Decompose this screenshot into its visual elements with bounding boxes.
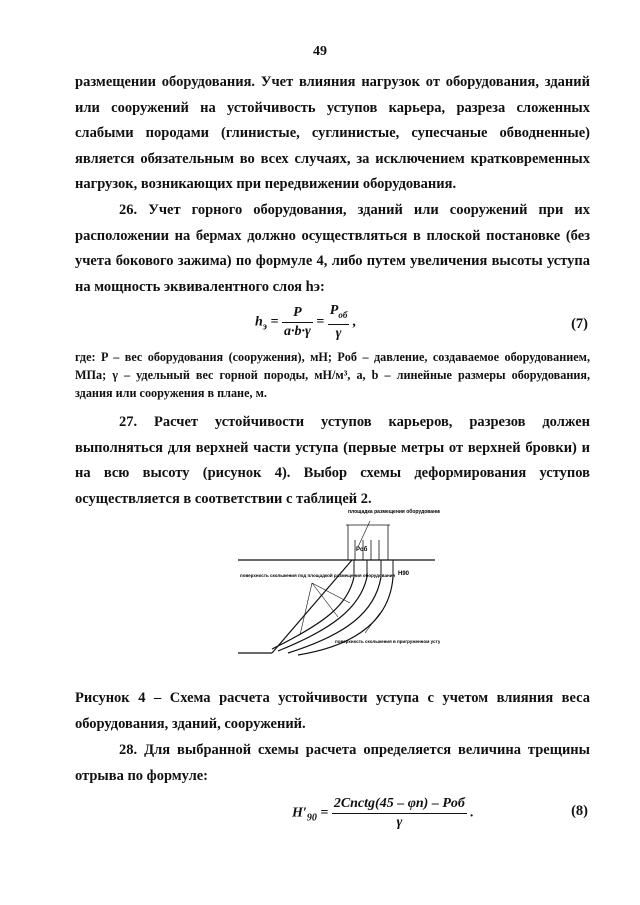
- formula-8-lhs: H′: [292, 805, 307, 821]
- figure-label-h90: H90: [398, 571, 410, 577]
- paragraph-28: 28. Для выбранной схемы расчета определяется величина трещины отрыва по формуле:: [75, 742, 590, 784]
- figure-label-bottom-surface: поверхность скольжения в пригруженном уступе: [335, 639, 440, 644]
- formula-7-fraction-2: [328, 302, 350, 343]
- formula-7-lhs-sub: э: [262, 321, 267, 333]
- formula-8-num: 2Cnctg(45 – φn) – Pоб: [332, 795, 467, 814]
- where-definitions: где: P – вес оборудования (сооружения), мН; Pоб – давление, создаваемое оборудованием, МПа; γ – удельный вес горной породы, мН/м³, a, b – линейные размеры оборудования, здания или сооружения в плане, м.: [75, 350, 590, 400]
- formula-7-fraction-1: [282, 304, 313, 341]
- figure-4-diagram: [230, 505, 440, 670]
- formula-8-den: γ: [396, 815, 403, 830]
- formula-7: [255, 302, 356, 343]
- formula-7-tail: ,: [352, 314, 357, 330]
- formula-7-num1: P: [282, 304, 313, 323]
- formula-8-eq: =: [320, 805, 329, 821]
- formula-7-den2: γ: [335, 325, 342, 341]
- formula-7-num2: $P_{об}$: [328, 302, 350, 325]
- figure-label-left-surface: поверхность скольжения под площадкой размещения оборудования: [240, 573, 396, 578]
- formula-7-eq2: =: [316, 314, 325, 330]
- figure-label-platform: площадка размещения оборудования: [348, 509, 440, 515]
- formula-7-den1: a·b·γ: [283, 323, 311, 339]
- formula-7-eq1: =: [270, 314, 279, 330]
- formula-8: [292, 795, 474, 832]
- paragraph-26: 26. Учет горного оборудования, зданий или сооружений при их расположении на бермах должно осуществляться в плоской постановке (без учета бокового зажима) по формуле 4, либо путем увеличения высоты уступа на мощность эквивалентного слоя hэ:: [75, 202, 590, 295]
- formula-8-fraction: [332, 795, 467, 832]
- page-number: 49: [313, 44, 327, 59]
- figure-label-pob: Pоб: [356, 547, 368, 553]
- figure-caption: Рисунок 4 – Схема расчета устойчивости уступа с учетом влияния веса оборудования, зданий, сооружений.: [75, 690, 590, 732]
- formula-7-lhs: h: [255, 314, 263, 330]
- paragraph-27: 27. Расчет устойчивости уступов карьеров, разрезов должен выполняться для верхней части уступа (первые метры от верхней бровки) и на всю высоту (рисунок 4). Выбор схемы деформирования уступов осуществляется в соответствии с таблицей 2.: [75, 414, 590, 507]
- equation-number-7: (7): [571, 316, 588, 332]
- equation-number-8: (8): [571, 803, 588, 819]
- paragraph-continuation: размещении оборудования. Учет влияния нагрузок от оборудования, зданий или сооружений на устойчивость уступов карьера, разреза сложенных слабыми породами (глинистые, суглинистые, супесчаные обводненные) является обязательным во всех случаях, за исключением кратковременных нагрузок, возникающих при передвижении оборудования.: [75, 74, 590, 192]
- formula-8-lhs-sub: 90: [306, 812, 317, 824]
- formula-8-tail: .: [470, 805, 474, 821]
